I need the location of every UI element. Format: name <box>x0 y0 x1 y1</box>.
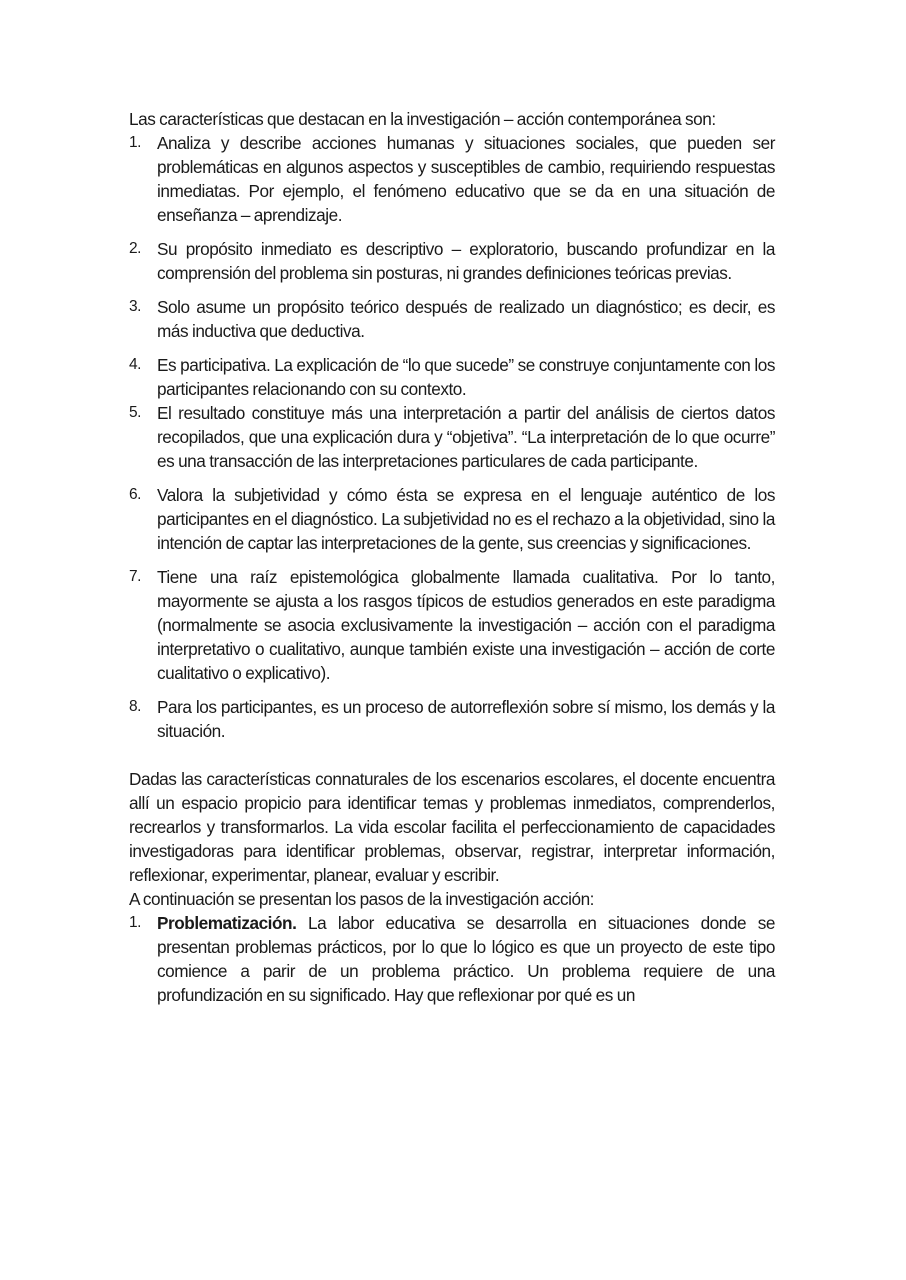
list-item <box>129 401 775 473</box>
list-number: 8. <box>129 698 142 715</box>
list-item-text: Solo asume un propósito teórico después de realizado un diagnóstico; es decir, es más inductiva que deductiva. <box>157 297 775 341</box>
list-item <box>129 483 775 555</box>
list-number: 3. <box>129 298 142 315</box>
list-item <box>129 237 775 285</box>
characteristics-list <box>129 131 775 743</box>
list-number: 6. <box>129 486 142 503</box>
list-item <box>129 353 775 401</box>
step-term: Problematización. <box>157 913 297 933</box>
list-number: 1. <box>129 134 142 151</box>
list-item-text: El resultado constituye más una interpretación a partir del análisis de ciertos datos recopilados, que una explicación dura y “objetiva”. “La interpretación de lo que ocurre” es una transacción de las interpretaciones particulares de cada participante. <box>157 403 775 471</box>
list-item <box>129 695 775 743</box>
list-number: 7. <box>129 568 142 585</box>
list-item <box>129 911 775 1007</box>
list-number: 5. <box>129 404 142 421</box>
steps-intro: A continuación se presentan los pasos de la investigación acción: <box>129 889 595 909</box>
list-item <box>129 131 775 227</box>
list-number: 4. <box>129 356 142 373</box>
list-item-text: Tiene una raíz epistemológica globalmente llamada cualitativa. Por lo tanto, mayormente se ajusta a los rasgos típicos de estudios generados en este paradigma (normalmente se asocia exclusivamente la investigación – acción con el paradigma interpretativo o cualitativo, aunque también existe una investigación – acción de corte cualitativo o explicativo). <box>157 567 775 683</box>
list-item-text: Analiza y describe acciones humanas y situaciones sociales, que pueden ser problemáticas en algunos aspectos y susceptibles de cambio, requiriendo respuestas inmediatas. Por ejemplo, el fenómeno educativo que se da en una situación de enseñanza – aprendizaje. <box>157 133 775 225</box>
list-item-text: Su propósito inmediato es descriptivo – exploratorio, buscando profundizar en la comprensión del problema sin posturas, ni grandes definiciones teóricas previas. <box>157 239 775 283</box>
list-item-text: Es participativa. La explicación de “lo que sucede” se construye conjuntamente con los participantes relacionando con su contexto. <box>157 355 775 399</box>
list-item-text: La labor educativa se desarrolla en situaciones donde se presentan problemas prácticos, por lo que lo lógico es que un proyecto de este tipo comience a parir de un problema práctico. Un problema requiere de una profundización en su significado. Hay que reflexionar por qué es un <box>157 913 775 1005</box>
steps-list <box>129 911 775 1007</box>
document-page <box>129 107 775 1007</box>
list-item <box>129 295 775 343</box>
intro-paragraph: Las características que destacan en la investigación – acción contemporánea son: <box>129 109 716 129</box>
list-number: 1. <box>129 914 142 931</box>
list-item-text: Para los participantes, es un proceso de autorreflexión sobre sí mismo, los demás y la situación. <box>157 697 775 741</box>
school-paragraph: Dadas las características connaturales de los escenarios escolares, el docente encuentra allí un espacio propicio para identificar temas y problemas inmediatos, comprenderlos, recrearlos y transformarlos. La vida escolar facilita el perfeccionamiento de capacidades investigadoras para identificar problemas, observar, registrar, interpretar información, reflexionar, experimentar, planear, evaluar y escribir. <box>129 769 775 885</box>
list-number: 2. <box>129 240 142 257</box>
list-item <box>129 565 775 685</box>
list-item-text: Valora la subjetividad y cómo ésta se expresa en el lenguaje auténtico de los participantes en el diagnóstico. La subjetividad no es el rechazo a la objetividad, sino la intención de captar las interpretaciones de la gente, sus creencias y significaciones. <box>157 485 775 553</box>
